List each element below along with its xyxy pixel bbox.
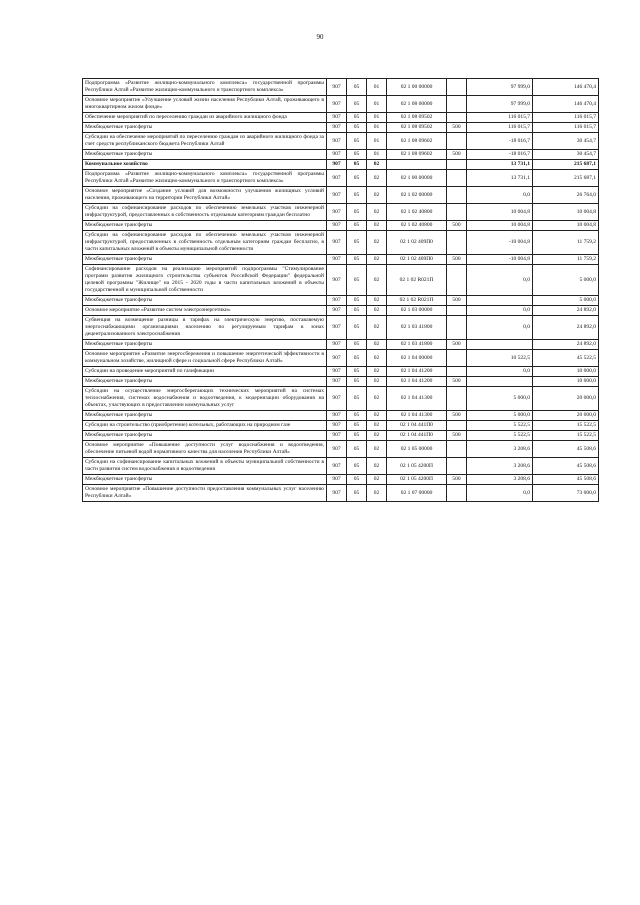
row-grbs: 907 bbox=[327, 296, 347, 306]
row-name: Межбюджетные трансферты bbox=[83, 123, 327, 133]
row-target-article: 02 1 03 00000 bbox=[387, 306, 447, 316]
row-section: 05 bbox=[347, 421, 367, 431]
table-row bbox=[83, 255, 599, 265]
row-change-amount bbox=[467, 340, 533, 350]
row-target-article: 02 1 02 40800 bbox=[387, 221, 447, 231]
row-subsection: 02 bbox=[367, 411, 387, 421]
row-section: 05 bbox=[347, 350, 367, 367]
row-name: Коммунальное хозяйство bbox=[83, 160, 327, 170]
table-row bbox=[83, 123, 599, 133]
row-section: 05 bbox=[347, 170, 367, 187]
row-expense-type: 500 bbox=[447, 123, 467, 133]
row-subsection: 02 bbox=[367, 160, 387, 170]
row-section: 05 bbox=[347, 441, 367, 458]
row-expense-type bbox=[447, 350, 467, 367]
row-target-article: 02 1 05 4200П bbox=[387, 458, 447, 475]
row-section: 05 bbox=[347, 387, 367, 411]
row-target-article: 02 1 02 R021П bbox=[387, 265, 447, 296]
row-expense-type bbox=[447, 170, 467, 187]
row-expense-type: 500 bbox=[447, 255, 467, 265]
row-subsection: 02 bbox=[367, 316, 387, 340]
row-target-article: 02 1 08 09602 bbox=[387, 133, 447, 150]
row-change-amount: -10 004,8 bbox=[467, 255, 533, 265]
row-total-amount: 30 454,7 bbox=[533, 133, 599, 150]
row-total-amount: 45 522,5 bbox=[533, 350, 599, 367]
row-grbs: 907 bbox=[327, 306, 347, 316]
row-change-amount: 5 000,0 bbox=[467, 387, 533, 411]
row-change-amount: 0,0 bbox=[467, 306, 533, 316]
row-change-amount bbox=[467, 377, 533, 387]
table-row bbox=[83, 170, 599, 187]
row-section: 05 bbox=[347, 265, 367, 296]
row-grbs: 907 bbox=[327, 458, 347, 475]
row-change-amount: -18 016,7 bbox=[467, 150, 533, 160]
row-change-amount: 97 999,0 bbox=[467, 96, 533, 113]
row-total-amount: 116 015,7 bbox=[533, 123, 599, 133]
row-subsection: 01 bbox=[367, 123, 387, 133]
table-row bbox=[83, 421, 599, 431]
table-row bbox=[83, 431, 599, 441]
row-change-amount: 116 015,7 bbox=[467, 113, 533, 123]
row-expense-type bbox=[447, 306, 467, 316]
row-change-amount bbox=[467, 296, 533, 306]
row-expense-type bbox=[447, 387, 467, 411]
row-total-amount: 24 892,0 bbox=[533, 316, 599, 340]
row-expense-type bbox=[447, 79, 467, 96]
row-target-article: 02 1 04 441П0 bbox=[387, 431, 447, 441]
row-grbs: 907 bbox=[327, 150, 347, 160]
row-grbs: 907 bbox=[327, 204, 347, 221]
row-subsection: 02 bbox=[367, 265, 387, 296]
row-name: Межбюджетные трансферты bbox=[83, 340, 327, 350]
row-name: Обеспечение мероприятий по переселению граждан из аварийного жилищного фонда bbox=[83, 113, 327, 123]
row-total-amount: 24 892,0 bbox=[533, 340, 599, 350]
row-grbs: 907 bbox=[327, 340, 347, 350]
row-target-article: 02 1 04 41300 bbox=[387, 387, 447, 411]
row-total-amount: 215 687,1 bbox=[533, 170, 599, 187]
row-name: Межбюджетные трансферты bbox=[83, 221, 327, 231]
row-change-amount: 13 731,1 bbox=[467, 160, 533, 170]
row-grbs: 907 bbox=[327, 231, 347, 255]
row-section: 05 bbox=[347, 150, 367, 160]
row-section: 05 bbox=[347, 187, 367, 204]
row-target-article: 02 1 03 41800 bbox=[387, 316, 447, 340]
row-target-article: 02 1 04 41200 bbox=[387, 367, 447, 377]
row-name: Софинансирование расходов на реализацию мероприятий подпрограммы "Стимулирование программ развития жилищного строительства субъектов Российской Федерации" федеральной целевой программы "Жилище" на 2015 - 2020 годы в части капитальных вложений в объекты государственной и муниципальной собственности bbox=[83, 265, 327, 296]
row-target-article bbox=[387, 160, 447, 170]
row-target-article: 02 1 02 409П0 bbox=[387, 255, 447, 265]
row-grbs: 907 bbox=[327, 123, 347, 133]
row-grbs: 907 bbox=[327, 441, 347, 458]
row-expense-type bbox=[447, 265, 467, 296]
row-change-amount: 0,0 bbox=[467, 367, 533, 377]
row-section: 05 bbox=[347, 485, 367, 502]
row-grbs: 907 bbox=[327, 170, 347, 187]
row-target-article: 02 1 08 00000 bbox=[387, 96, 447, 113]
row-name: Субсидии на софинансирование капитальных вложений в объекты муниципальной собственности в части развития систем водоснабжения и водоотведения bbox=[83, 458, 327, 475]
row-subsection: 02 bbox=[367, 441, 387, 458]
row-total-amount: 26 764,0 bbox=[533, 187, 599, 204]
row-expense-type: 500 bbox=[447, 150, 467, 160]
row-total-amount: 20 000,0 bbox=[533, 387, 599, 411]
row-target-article: 02 1 02 40800 bbox=[387, 204, 447, 221]
table-row bbox=[83, 265, 599, 296]
row-total-amount: 10 004,8 bbox=[533, 221, 599, 231]
row-target-article: 02 1 02 00000 bbox=[387, 187, 447, 204]
row-subsection: 02 bbox=[367, 367, 387, 377]
table-row bbox=[83, 204, 599, 221]
row-subsection: 02 bbox=[367, 231, 387, 255]
table-row bbox=[83, 458, 599, 475]
row-total-amount: 11 759,2 bbox=[533, 231, 599, 255]
row-subsection: 02 bbox=[367, 377, 387, 387]
row-grbs: 907 bbox=[327, 255, 347, 265]
row-change-amount: 0,0 bbox=[467, 187, 533, 204]
row-change-amount: 116 015,7 bbox=[467, 123, 533, 133]
row-section: 05 bbox=[347, 296, 367, 306]
row-target-article: 02 1 02 409П0 bbox=[387, 231, 447, 255]
row-target-article: 02 1 05 00000 bbox=[387, 441, 447, 458]
table-row bbox=[83, 113, 599, 123]
row-name: Субсидии на обеспечение мероприятий по переселению граждан из аварийного жилищного фонда за счет средств республиканского бюджета Республики Алтай bbox=[83, 133, 327, 150]
row-change-amount: 0,0 bbox=[467, 265, 533, 296]
row-total-amount: 15 522,5 bbox=[533, 421, 599, 431]
row-change-amount: 0,0 bbox=[467, 485, 533, 502]
row-subsection: 02 bbox=[367, 170, 387, 187]
table-row bbox=[83, 306, 599, 316]
table-row bbox=[83, 96, 599, 113]
row-section: 05 bbox=[347, 458, 367, 475]
row-target-article: 02 1 08 09502 bbox=[387, 123, 447, 133]
table-row bbox=[83, 231, 599, 255]
row-expense-type bbox=[447, 441, 467, 458]
row-subsection: 02 bbox=[367, 350, 387, 367]
row-grbs: 907 bbox=[327, 350, 347, 367]
row-change-amount: 10 004,8 bbox=[467, 221, 533, 231]
row-grbs: 907 bbox=[327, 160, 347, 170]
table-row bbox=[83, 340, 599, 350]
row-subsection: 01 bbox=[367, 133, 387, 150]
row-section: 05 bbox=[347, 79, 367, 96]
row-section: 05 bbox=[347, 204, 367, 221]
row-total-amount: 10 000,0 bbox=[533, 377, 599, 387]
row-name: Субсидии на софинансирование расходов по обеспечению земельных участков инженерной инфраструктурой, предоставленных в собственность отдельным категориям граждан бесплатно, в части капитальных вложений в объекты муниципальной собственности bbox=[83, 231, 327, 255]
table-row bbox=[83, 367, 599, 377]
row-name: Основное мероприятие «Создание условий для возможности улучшения жилищных условий населения, проживающего на территории Республики Алтай» bbox=[83, 187, 327, 204]
row-subsection: 02 bbox=[367, 475, 387, 485]
row-name: Субсидии на софинансирование расходов по обеспечению земельных участков инженерной инфраструктурой, предоставленных в собственность отдельным категориям граждан бесплатно bbox=[83, 204, 327, 221]
row-total-amount: 20 000,0 bbox=[533, 411, 599, 421]
row-name: Субсидии на осуществление энергосберегающих технических мероприятий на системах теплоснабжения, системах водоснабжения и водоотведения, к модернизации оборудования на объектах, участвующих в предоставлении коммунальных услуг bbox=[83, 387, 327, 411]
row-total-amount: 45 508,6 bbox=[533, 475, 599, 485]
row-total-amount: 215 687,1 bbox=[533, 160, 599, 170]
row-grbs: 907 bbox=[327, 316, 347, 340]
row-name: Основное мероприятие «Повышение доступности предоставления коммунальных услуг населению Республики Алтай» bbox=[83, 485, 327, 502]
table-row bbox=[83, 441, 599, 458]
row-name: Основное мероприятие «Развитие энергосбережения и повышение энергетической эффективности в коммунальном хозяйстве, жилищной сфере и социальной сфере Республики Алтай» bbox=[83, 350, 327, 367]
row-section: 05 bbox=[347, 160, 367, 170]
row-name: Основное мероприятие «Улучшение условий жизни населения Республики Алтай, проживающего в многоквартирном жилом фонде» bbox=[83, 96, 327, 113]
table-row bbox=[83, 485, 599, 502]
row-name: Межбюджетные трансферты bbox=[83, 377, 327, 387]
row-name: Субсидии на строительство (приобретение) котельных, работающих на природном газе bbox=[83, 421, 327, 431]
row-subsection: 02 bbox=[367, 187, 387, 204]
row-name: Межбюджетные трансферты bbox=[83, 255, 327, 265]
row-grbs: 907 bbox=[327, 96, 347, 113]
row-expense-type bbox=[447, 204, 467, 221]
table-row bbox=[83, 79, 599, 96]
row-total-amount: 73 000,0 bbox=[533, 485, 599, 502]
row-subsection: 02 bbox=[367, 306, 387, 316]
row-subsection: 02 bbox=[367, 296, 387, 306]
table-row bbox=[83, 133, 599, 150]
row-target-article: 02 1 08 09502 bbox=[387, 113, 447, 123]
row-name: Межбюджетные трансферты bbox=[83, 150, 327, 160]
row-expense-type: 500 bbox=[447, 221, 467, 231]
budget-table bbox=[82, 78, 599, 502]
row-expense-type: 500 bbox=[447, 296, 467, 306]
row-name: Подпрограмма «Развитие жилищно-коммунального комплекса» государственной программы Республики Алтай «Развитие жилищно-коммунального и транспортного комплекса» bbox=[83, 79, 327, 96]
row-subsection: 02 bbox=[367, 421, 387, 431]
row-grbs: 907 bbox=[327, 387, 347, 411]
row-expense-type: 500 bbox=[447, 431, 467, 441]
row-total-amount: 15 522,5 bbox=[533, 431, 599, 441]
row-grbs: 907 bbox=[327, 367, 347, 377]
row-section: 05 bbox=[347, 475, 367, 485]
row-expense-type bbox=[447, 421, 467, 431]
row-subsection: 01 bbox=[367, 150, 387, 160]
row-expense-type: 500 bbox=[447, 475, 467, 485]
table-row bbox=[83, 377, 599, 387]
row-total-amount: 5 000,0 bbox=[533, 265, 599, 296]
row-section: 05 bbox=[347, 123, 367, 133]
row-section: 05 bbox=[347, 431, 367, 441]
row-expense-type bbox=[447, 96, 467, 113]
table-row bbox=[83, 221, 599, 231]
row-total-amount: 10 000,0 bbox=[533, 367, 599, 377]
row-target-article: 02 1 04 441П0 bbox=[387, 421, 447, 431]
row-total-amount: 30 454,7 bbox=[533, 150, 599, 160]
table-row bbox=[83, 350, 599, 367]
row-expense-type bbox=[447, 485, 467, 502]
row-grbs: 907 bbox=[327, 377, 347, 387]
row-target-article: 02 1 05 4200П bbox=[387, 475, 447, 485]
row-total-amount: 146 470,4 bbox=[533, 96, 599, 113]
row-grbs: 907 bbox=[327, 475, 347, 485]
row-target-article: 02 1 02 R021П bbox=[387, 296, 447, 306]
row-section: 05 bbox=[347, 411, 367, 421]
row-subsection: 02 bbox=[367, 221, 387, 231]
table-row bbox=[83, 475, 599, 485]
row-expense-type: 500 bbox=[447, 411, 467, 421]
row-subsection: 01 bbox=[367, 113, 387, 123]
row-name: Межбюджетные трансферты bbox=[83, 296, 327, 306]
row-section: 05 bbox=[347, 340, 367, 350]
row-change-amount: 5 522,5 bbox=[467, 431, 533, 441]
row-target-article: 02 1 04 00000 bbox=[387, 350, 447, 367]
row-total-amount: 45 508,6 bbox=[533, 458, 599, 475]
row-name: Межбюджетные трансферты bbox=[83, 411, 327, 421]
row-expense-type bbox=[447, 187, 467, 204]
row-expense-type bbox=[447, 160, 467, 170]
row-change-amount: -10 004,8 bbox=[467, 231, 533, 255]
table-row bbox=[83, 296, 599, 306]
row-subsection: 02 bbox=[367, 387, 387, 411]
row-section: 05 bbox=[347, 113, 367, 123]
row-change-amount: 10 522,5 bbox=[467, 350, 533, 367]
row-name: Субсидии на проведение мероприятий по газификации bbox=[83, 367, 327, 377]
row-name: Межбюджетные трансферты bbox=[83, 431, 327, 441]
row-grbs: 907 bbox=[327, 221, 347, 231]
row-name: Подпрограмма «Развитие жилищно-коммунального комплекса» государственной программы Республики Алтай «Развитие жилищно-коммунального и транспортного комплекса» bbox=[83, 170, 327, 187]
table-row bbox=[83, 150, 599, 160]
row-section: 05 bbox=[347, 96, 367, 113]
row-target-article: 02 1 00 00000 bbox=[387, 79, 447, 96]
row-subsection: 02 bbox=[367, 431, 387, 441]
row-change-amount: 0,0 bbox=[467, 316, 533, 340]
row-subsection: 01 bbox=[367, 79, 387, 96]
row-expense-type bbox=[447, 367, 467, 377]
row-total-amount: 45 508,6 bbox=[533, 441, 599, 458]
row-total-amount: 146 470,4 bbox=[533, 79, 599, 96]
row-subsection: 02 bbox=[367, 204, 387, 221]
row-section: 05 bbox=[347, 231, 367, 255]
row-grbs: 907 bbox=[327, 421, 347, 431]
row-target-article: 02 1 08 09602 bbox=[387, 150, 447, 160]
row-total-amount: 11 759,2 bbox=[533, 255, 599, 265]
row-subsection: 01 bbox=[367, 96, 387, 113]
row-section: 05 bbox=[347, 133, 367, 150]
row-section: 05 bbox=[347, 221, 367, 231]
row-grbs: 907 bbox=[327, 431, 347, 441]
table-row bbox=[83, 160, 599, 170]
page-number: 90 bbox=[316, 33, 324, 41]
row-grbs: 907 bbox=[327, 133, 347, 150]
row-change-amount: 3 208,6 bbox=[467, 458, 533, 475]
row-expense-type bbox=[447, 113, 467, 123]
row-change-amount: 10 004,8 bbox=[467, 204, 533, 221]
row-section: 05 bbox=[347, 367, 367, 377]
row-target-article: 02 1 04 41300 bbox=[387, 411, 447, 421]
row-grbs: 907 bbox=[327, 485, 347, 502]
table-row bbox=[83, 387, 599, 411]
row-expense-type: 500 bbox=[447, 340, 467, 350]
row-change-amount: 13 731,1 bbox=[467, 170, 533, 187]
row-name: Субвенция на возмещение разницы в тарифах на электрическую энергию, поставляемую энергоснабжающими организациями населению по регулируемым тарифам в зонах децентрализованного электроснабжения bbox=[83, 316, 327, 340]
row-section: 05 bbox=[347, 306, 367, 316]
table-row bbox=[83, 411, 599, 421]
row-expense-type: 500 bbox=[447, 377, 467, 387]
table-row bbox=[83, 316, 599, 340]
row-section: 05 bbox=[347, 377, 367, 387]
row-expense-type bbox=[447, 133, 467, 150]
row-total-amount: 5 000,0 bbox=[533, 296, 599, 306]
row-name: Межбюджетные трансферты bbox=[83, 475, 327, 485]
row-expense-type bbox=[447, 231, 467, 255]
row-grbs: 907 bbox=[327, 113, 347, 123]
row-grbs: 907 bbox=[327, 187, 347, 204]
row-name: Основное мероприятие «Развитие систем электроэнергетики» bbox=[83, 306, 327, 316]
row-total-amount: 24 892,0 bbox=[533, 306, 599, 316]
row-total-amount: 116 015,7 bbox=[533, 113, 599, 123]
row-expense-type bbox=[447, 316, 467, 340]
row-total-amount: 10 004,8 bbox=[533, 204, 599, 221]
row-grbs: 907 bbox=[327, 411, 347, 421]
row-target-article: 02 1 00 00000 bbox=[387, 170, 447, 187]
row-change-amount: 5 522,5 bbox=[467, 421, 533, 431]
row-target-article: 02 1 07 00000 bbox=[387, 485, 447, 502]
row-expense-type bbox=[447, 458, 467, 475]
row-subsection: 02 bbox=[367, 340, 387, 350]
row-subsection: 02 bbox=[367, 255, 387, 265]
row-subsection: 02 bbox=[367, 458, 387, 475]
row-target-article: 02 1 04 41200 bbox=[387, 377, 447, 387]
row-name: Основное мероприятие «Повышение доступности услуг водоснабжения и водоотведения, обеспечение питьевой водой нормативного качества для населения Республики Алтай» bbox=[83, 441, 327, 458]
row-change-amount: -18 016,7 bbox=[467, 133, 533, 150]
table-row bbox=[83, 187, 599, 204]
row-section: 05 bbox=[347, 316, 367, 340]
row-subsection: 02 bbox=[367, 485, 387, 502]
row-grbs: 907 bbox=[327, 79, 347, 96]
row-change-amount: 3 208,6 bbox=[467, 441, 533, 458]
row-target-article: 02 1 03 41800 bbox=[387, 340, 447, 350]
row-change-amount: 97 999,0 bbox=[467, 79, 533, 96]
row-grbs: 907 bbox=[327, 265, 347, 296]
row-change-amount: 3 208,6 bbox=[467, 475, 533, 485]
row-section: 05 bbox=[347, 255, 367, 265]
row-change-amount: 5 000,0 bbox=[467, 411, 533, 421]
